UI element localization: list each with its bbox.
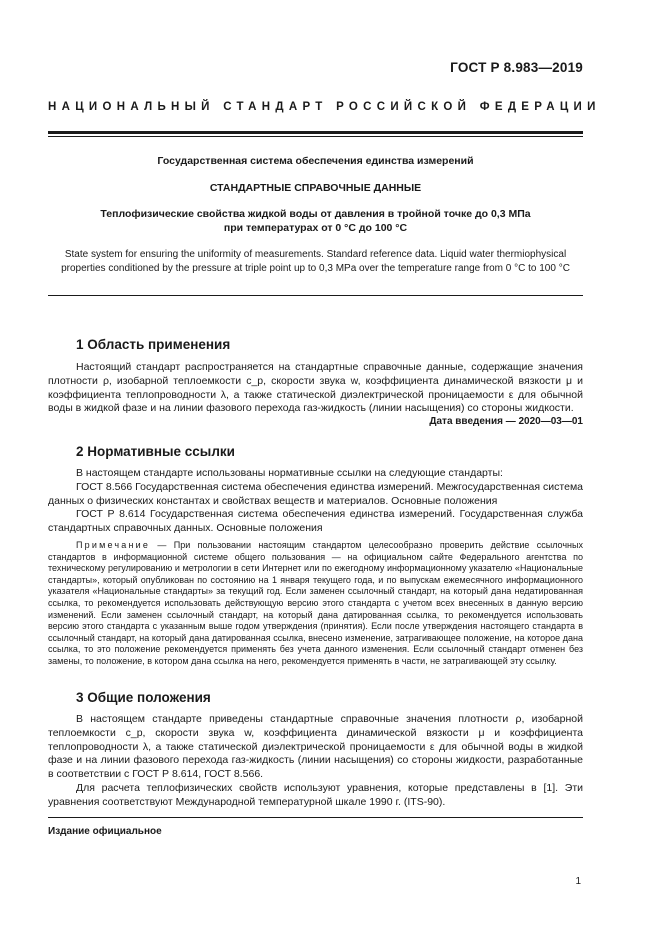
header-rule-thin — [48, 136, 583, 137]
section-2-heading: 2 Нормативные ссылки — [76, 444, 235, 459]
section-3-body — [48, 713, 583, 810]
introduction-date: Дата введения — 2020—03—01 — [429, 416, 583, 427]
subtitle-line-1: Теплофизические свойства жидкой воды от давления в тройной точке до 0,3 МПа — [100, 208, 531, 220]
page-number: 1 — [575, 876, 581, 887]
subtitle-line-2: при температурах от 0 °С до 100 °С — [223, 222, 408, 234]
section-2-body — [48, 467, 583, 536]
section-2-paragraph-2: ГОСТ 8.566 Государственная система обеспечения единства измерений. Межгосударственная система данных о физических константах и свойствах веществ и материалов. Основные положения — [48, 480, 583, 507]
section-1-heading: 1 Область применения — [76, 337, 231, 352]
title-rule — [48, 295, 583, 296]
note-label: Примечание — [76, 540, 151, 550]
section-3-paragraph-1: В настоящем стандарте приведены стандартные справочные значения плотности ρ, изобарной теплоемкости c_p, скорости звука w, коэффициента динамической вязкости μ и коэффициента теплопроводности λ, а также статической диэлектрической проницаемости ε для обычной воды в жидкой фазе и на линии фазового перехода газ-жидкость (линии насыщения) со стороны жидкости, разработанные в соответствии с ГОСТ Р 8.614, ГОСТ 8.566. — [48, 713, 583, 781]
english-title-line-2: properties conditioned by the pressure at triple point up to 0,3 MPa over the temperature range from 0 °C to 100 °C — [61, 263, 570, 274]
footer-rule — [48, 817, 583, 818]
system-title: Государственная система обеспечения единства измерений — [157, 155, 474, 167]
section-2-paragraph-1: В настоящем стандарте использованы нормативные ссылки на следующие стандарты: — [76, 467, 503, 479]
note-text: — При пользовании настоящим стандартом целесообразно проверить действие ссылочных стандартов в информационной системе общего пользования — на официальном сайте Федерального агентства по техническому регулированию и метрологии в сети Интернет или по ежегодному информационному указателю «Национальные стандарты», который опубликован по состоянию на 1 января текущего года, и по выпускам ежемесячного информационного указателя «Национальные стандарты» за текущий год. Если заменен ссылочный стандарт, на который дана недатированная ссылка, то рекомендуется использовать действующую версию этого стандарта с учетом всех внесенных в данную версию изменений. Если заменен ссылочный стандарт, на который дана датированная ссылка, то рекомендуется использовать версию этого стандарта с указанным выше годом утверждения (принятия). Если после утверждения настоящего стандарта в ссылочный стандарт, на который дана датированная ссылка, внесено изменение, затрагивающее положение, на которое дана ссылка, то это положение рекомендуется применять без учета данного изменения. Если ссылочный стандарт отменен без замены, то положение, в котором дана ссылка на него, рекомендуется применять в части, не затрагивающей эту ссылку. — [48, 540, 583, 666]
section-2-paragraph-3: ГОСТ Р 8.614 Государственная система обеспечения единства измерений. Государственная служба стандартных справочных данных. Основные положения — [48, 508, 583, 535]
section-1-paragraph: Настоящий стандарт распространяется на стандартные справочные данные, содержащие значения плотности ρ, изобарной теплоемкости c_p, скорости звука w, коэффициента динамической вязкости μ и коэффициента теплопроводности λ, а также статической диэлектрической проницаемости ε для обычной воды в жидкой фазе и на линии фазового перехода газ-жидкость (линии насыщения) со стороны жидкости. — [48, 361, 583, 415]
english-title-line-1: State system for ensuring the uniformity of measurements. Standard reference data. Liquid water thermiophysical — [64, 249, 567, 260]
header-rule-thick — [48, 131, 583, 134]
main-title: СТАНДАРТНЫЕ СПРАВОЧНЫЕ ДАННЫЕ — [209, 182, 422, 194]
standard-code: ГОСТ Р 8.983—2019 — [450, 60, 583, 75]
section-1-body — [48, 361, 583, 416]
national-standard-heading: НАЦИОНАЛЬНЫЙ СТАНДАРТ РОССИЙСКОЙ ФЕДЕРАЦИИ — [48, 101, 601, 113]
section-2-note — [48, 540, 583, 668]
section-3-paragraph-2: Для расчета теплофизических свойств используют уравнения, которые представлены в [1]. Эти уравнения соответствуют Международной температурной шкале 1990 г. (ITS-90). — [48, 781, 583, 808]
official-edition-label: Издание официальное — [48, 826, 162, 837]
section-3-heading: 3 Общие положения — [76, 690, 211, 705]
